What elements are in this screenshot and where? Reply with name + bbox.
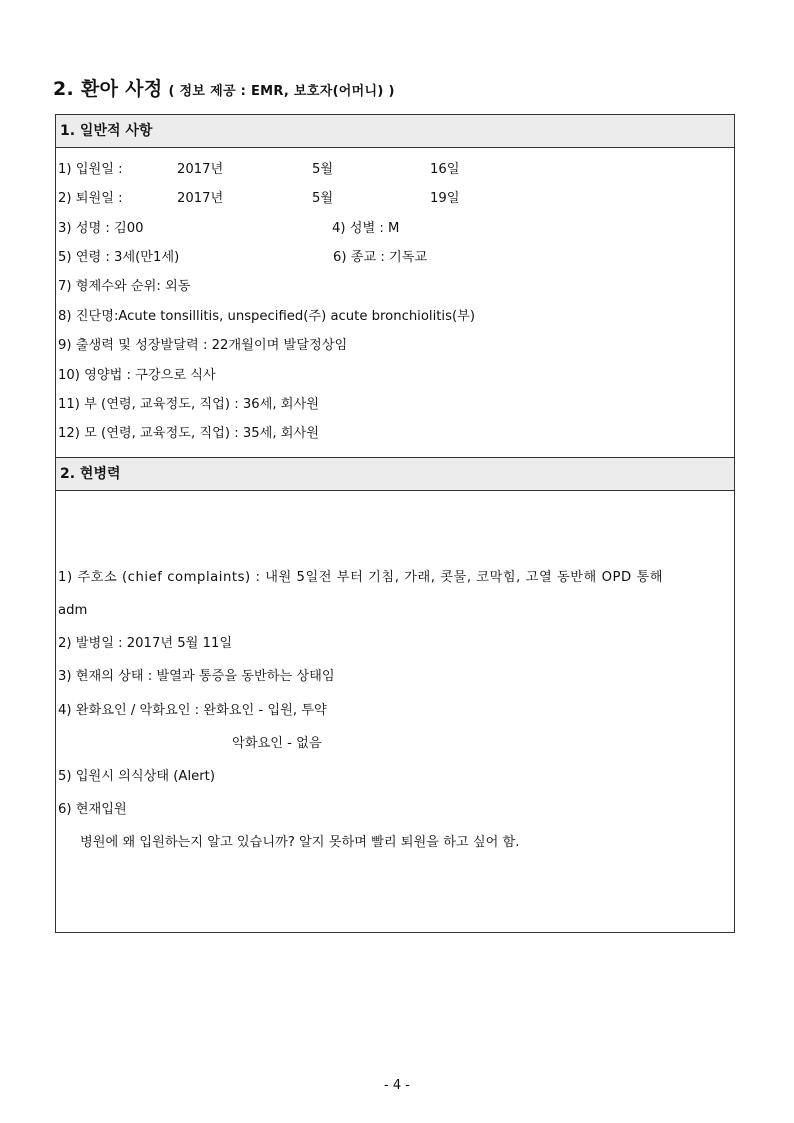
discharge-year: 2017년 — [177, 191, 224, 206]
admit-year: 2017년 — [177, 162, 224, 177]
patient-sex: 4) 성별 : M — [332, 221, 400, 236]
relief-row: 4) 완화요인 / 악화요인 : 완화요인 - 입원, 투약 — [58, 703, 327, 718]
siblings-row: 7) 형제수와 순위: 외동 — [58, 279, 191, 294]
development-row: 9) 출생력 및 성장발달력 : 22개월이며 발달정상임 — [58, 338, 348, 353]
present-illness-box — [55, 457, 735, 933]
admit-month: 5월 — [312, 162, 334, 177]
discharge-month: 5월 — [312, 191, 334, 206]
admit-label: 1) 입원일 : — [58, 162, 123, 177]
name-sex-row — [58, 220, 400, 238]
admission-answer-row: 병원에 왜 입원하는지 알고 있습니까? 알지 못하며 빨리 퇴원을 하고 싶어 함. — [80, 835, 520, 850]
page-number: - 4 - — [384, 1078, 410, 1093]
admit-day: 16일 — [430, 162, 460, 177]
admit-date-row — [58, 161, 460, 179]
discharge-day: 19일 — [430, 191, 460, 206]
onset-row: 2) 발병일 : 2017년 5월 11일 — [58, 636, 233, 651]
discharge-date-row — [58, 190, 460, 208]
current-state-row: 3) 현재의 상태 : 발열과 통증을 동반하는 상태임 — [58, 669, 335, 684]
general-info-header: 1. 일반적 사항 — [56, 115, 734, 148]
general-info-box — [55, 114, 735, 458]
father-row: 11) 부 (연령, 교육정도, 직업) : 36세, 회사원 — [58, 397, 319, 412]
patient-name: 3) 성명 : 김00 — [58, 221, 144, 236]
mother-row: 12) 모 (연령, 교육정도, 직업) : 35세, 회사원 — [58, 426, 319, 441]
discharge-label: 2) 퇴원일 : — [58, 191, 123, 206]
current-admission-row: 6) 현재입원 — [58, 802, 127, 817]
present-illness-header: 2. 현병력 — [56, 458, 734, 491]
aggravating-row: 악화요인 - 없음 — [232, 736, 322, 751]
section-title — [53, 74, 395, 101]
chief-complaint-line1: 1) 주호소 (chief complaints) : 내원 5일전 부터 기침, 가래, 콧물, 코막힘, 고열 동반해 OPD 통해 — [58, 570, 664, 585]
section-title-text: 2. 환아 사정 — [53, 78, 163, 100]
patient-religion: 6) 종교 : 기독교 — [333, 250, 428, 265]
age-religion-row — [58, 249, 428, 267]
nutrition-row: 10) 영양법 : 구강으로 식사 — [58, 368, 216, 383]
consciousness-row: 5) 입원시 의식상태 (Alert) — [58, 769, 215, 784]
patient-age: 5) 연령 : 3세(만1세) — [58, 250, 180, 265]
section-subtitle: ( 정보 제공 : EMR, 보호자(어머니) ) — [168, 84, 395, 99]
diagnosis-row: 8) 진단명:Acute tonsillitis, unspecified(주) acute bronchiolitis(부) — [58, 309, 475, 324]
chief-complaint-line2: adm — [58, 603, 88, 618]
